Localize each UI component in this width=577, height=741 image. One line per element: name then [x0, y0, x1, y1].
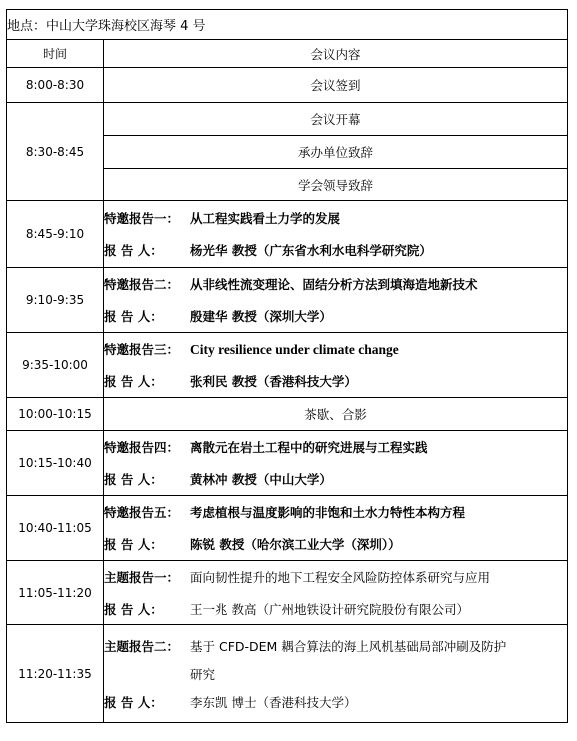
location-row — [7, 10, 568, 40]
talk-label: 主题报告二： — [104, 638, 180, 654]
location-text: 地点：中山大学珠海校区海琴 4 号 — [7, 10, 568, 40]
speaker-name: 李东凯 博士（香港科技大学） — [190, 694, 357, 710]
table-row — [7, 398, 568, 431]
talk-cell — [104, 625, 568, 723]
talk-label: 特邀报告三： — [104, 342, 180, 357]
talk-cell — [104, 201, 568, 268]
table-row — [7, 496, 568, 561]
table-row — [7, 268, 568, 333]
time-cell: 10:40-11:05 — [7, 496, 104, 561]
time-cell: 10:00-10:15 — [7, 398, 104, 431]
talk-title-continuation: 研究 — [190, 666, 216, 682]
speaker-name: 王一兆 教高（广州地铁设计研究院股份有限公司） — [190, 601, 469, 617]
speaker-label: 报 告 人： — [104, 472, 163, 487]
talk-title: 离散元在岩土工程中的研究进展与工程实践 — [190, 440, 428, 455]
table-row — [7, 561, 568, 625]
talk-label: 主题报告一： — [104, 569, 180, 585]
time-cell: 9:35-10:00 — [7, 333, 104, 398]
speaker-label: 报 告 人： — [104, 537, 163, 552]
speaker-label: 报 告 人： — [104, 243, 163, 258]
talk-label: 特邀报告四： — [104, 440, 180, 455]
talk-cell — [104, 496, 568, 561]
schedule-table — [6, 9, 568, 723]
content-cell: 会议签到 — [104, 68, 568, 103]
header-row — [7, 40, 568, 68]
speaker-label: 报 告 人： — [104, 309, 163, 324]
speaker-label: 报 告 人： — [104, 601, 163, 617]
table-row — [7, 625, 568, 723]
talk-label: 特邀报告五： — [104, 505, 180, 520]
table-row — [7, 431, 568, 496]
talk-title: 从工程实践看土力学的发展 — [190, 211, 341, 226]
talk-cell — [104, 268, 568, 333]
table-row — [7, 103, 568, 136]
table-row — [7, 333, 568, 398]
time-cell: 9:10-9:35 — [7, 268, 104, 333]
content-cell: 会议开幕 — [104, 103, 568, 136]
talk-title: City resilience under climate change — [190, 342, 399, 357]
speaker-name: 张利民 教授（香港科技大学） — [190, 374, 357, 389]
time-cell: 10:15-10:40 — [7, 431, 104, 496]
talk-label: 特邀报告一： — [104, 211, 180, 226]
header-content: 会议内容 — [104, 40, 568, 68]
header-time: 时间 — [7, 40, 104, 68]
time-cell: 8:30-8:45 — [7, 103, 104, 201]
talk-cell — [104, 431, 568, 496]
speaker-label: 报 告 人： — [104, 374, 163, 389]
table-row — [7, 68, 568, 103]
speaker-label: 报 告 人： — [104, 694, 163, 710]
content-cell: 学会领导致辞 — [104, 169, 568, 201]
time-cell: 8:45-9:10 — [7, 201, 104, 268]
time-cell: 8:00-8:30 — [7, 68, 104, 103]
talk-title: 基于 CFD-DEM 耦合算法的海上风机基础局部冲刷及防护 — [190, 638, 507, 654]
time-cell: 11:20-11:35 — [7, 625, 104, 723]
talk-cell — [104, 561, 568, 625]
talk-cell — [104, 333, 568, 398]
speaker-name: 黄林冲 教授（中山大学） — [190, 472, 332, 487]
table-row — [7, 201, 568, 268]
content-cell: 茶歇、合影 — [104, 398, 568, 431]
talk-title: 面向韧性提升的地下工程安全风险防控体系研究与应用 — [190, 569, 491, 585]
content-cell: 承办单位致辞 — [104, 136, 568, 169]
talk-title: 考虑植根与温度影响的非饱和土水力特性本构方程 — [190, 505, 466, 520]
talk-label: 特邀报告二： — [104, 277, 180, 292]
speaker-name: 杨光华 教授（广东省水利水电科学研究院） — [190, 243, 432, 258]
time-cell: 11:05-11:20 — [7, 561, 104, 625]
speaker-name: 殷建华 教授（深圳大学） — [190, 309, 332, 324]
talk-title: 从非线性流变理论、固结分析方法到填海造地新技术 — [190, 277, 478, 292]
speaker-name: 陈锐 教授（哈尔滨工业大学（深圳）） — [190, 537, 401, 552]
